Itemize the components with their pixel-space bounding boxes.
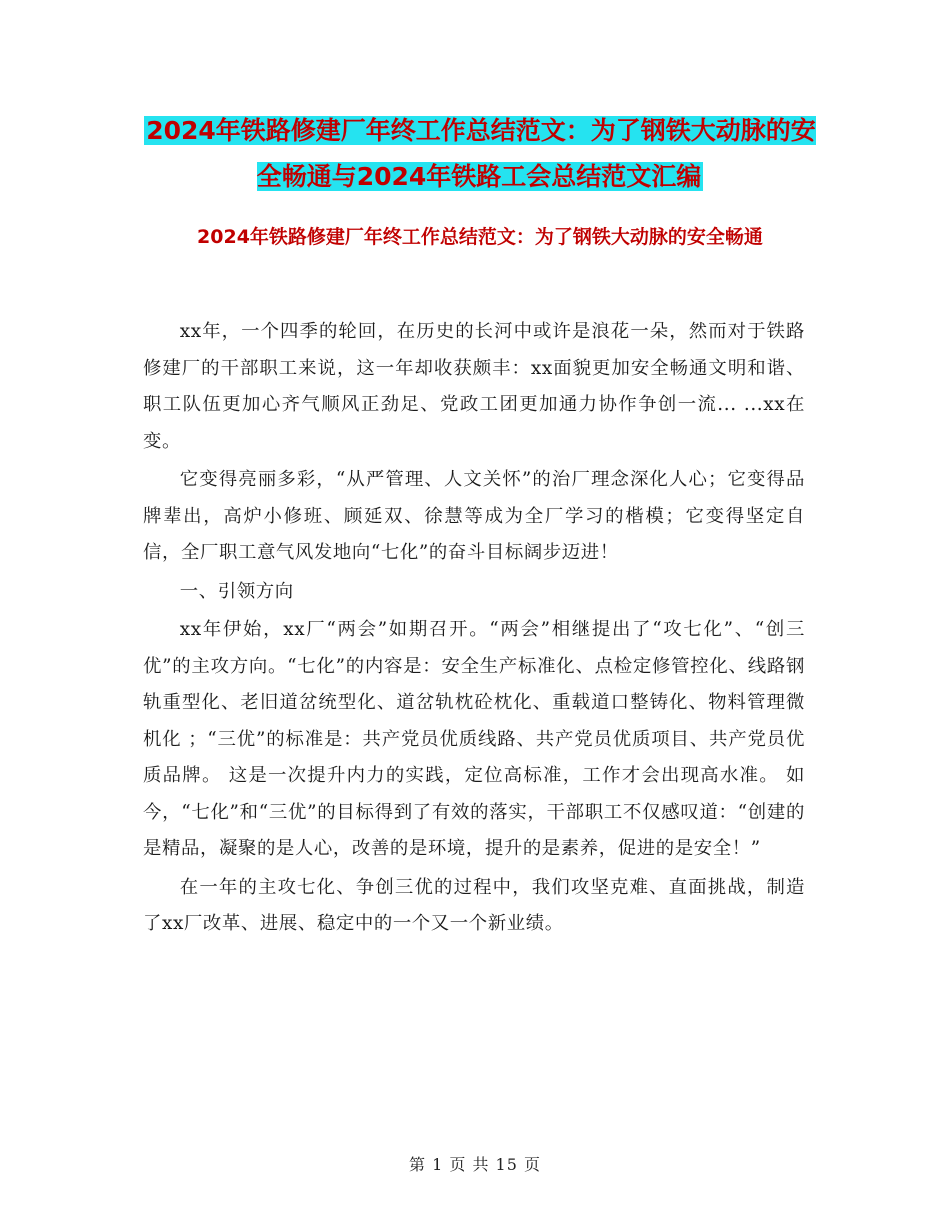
main-title-highlight: 2024年铁路修建厂年终工作总结范文：为了钢铁大动脉的安全畅通与2024年铁路工会总结范文汇编 (146, 116, 816, 191)
paragraph: 在一年的主攻七化、争创三优的过程中，我们攻坚克难、直面挑战，制造了xx厂改革、进展、稳定中的一个又一个新业绩。 (143, 876, 805, 934)
page-footer: 第 1 页 共 15 页 (409, 1155, 541, 1174)
paragraph: xx年，一个四季的轮回，在历史的长河中或许是浪花一朵，然而对于铁路修建厂的干部职工来说，这一年却收获颇丰：xx面貌更加安全畅通文明和谐、职工队伍更加心齐气顺风正劲足、党政工团更加通力协作争创一流... ...xx在变。 (143, 321, 805, 452)
paragraph: xx年伊始，xx厂“两会”如期召开。“两会”相继提出了“攻七化”、“创三优”的主攻方向。“七化”的内容是：安全生产标准化、点检定修管控化、线路钢轨重型化、老旧道岔统型化、道岔轨枕砼枕化、重载道口整铸化、物料管理微机化 ；“三优”的标准是：共产党员优质线路、共产党员优质项目、共产党员优质品牌。 这是一次提升内力的实践，定位高标准，工作才会出现高水准。 如今，“七化”和“三优”的目标得到了有效的落实，干部职工不仅感叹道：“创建的是精品，凝聚的是人心，改善的是环境，提升的是素养，促进的是安全！” (143, 619, 805, 859)
paragraph: 它变得亮丽多彩，“从严管理、人文关怀”的治厂理念深化人心；它变得品牌辈出，高炉小修班、顾延双、徐慧等成为全厂学习的楷模；它变得坚定自信，全厂职工意气风发地向“七化”的奋斗目标阔步迈进！ (143, 469, 805, 563)
document-main-title (140, 108, 820, 200)
section-title: 2024年铁路修建厂年终工作总结范文：为了钢铁大动脉的安全畅通 (197, 226, 763, 248)
document-body (143, 314, 805, 945)
section-heading: 一、引领方向 (179, 580, 294, 602)
